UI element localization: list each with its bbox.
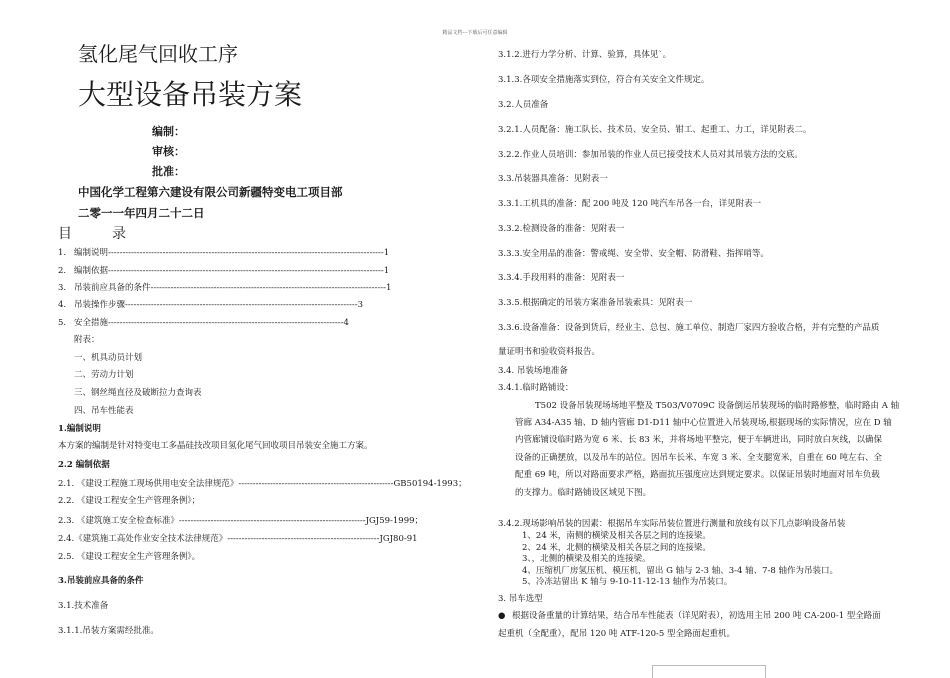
list-item: 4、压缩机厂房氢压机、模压机，留出 G 轴与 2-3 轴、3-4 轴、7-8 轴作为吊装口。 <box>522 566 838 576</box>
paragraph: 3.3.4.手段用料的准备：见附表一 <box>498 273 625 283</box>
appendix-label: 附表： <box>74 335 100 345</box>
subtitle: 氢化尾气回收工序 <box>78 42 238 66</box>
toc-item[interactable]: 2. 编制依据------------------------------------------------------------------------------------------------1 <box>58 266 390 276</box>
paragraph: 3.1.2.进行力学分析、计算、验算，具体见`。 <box>498 50 672 60</box>
paragraph: 3.3.3.安全用品的准备：警戒绳、安全带、安全帽、防滑鞋、指挥哨等。 <box>498 249 769 259</box>
reference-item: 2.4.《建筑施工高处作业安全技术法律规范》-----------------------------------------------------JGJ80-91 <box>58 534 418 544</box>
list-item: 2、24 米，北侧的横梁及相关各层之间的连接梁。 <box>522 543 711 553</box>
section-heading: 3.吊装前应具备的条件 <box>58 576 144 586</box>
sign-approve: 批准： <box>152 165 185 178</box>
page-title: 大型设备吊装方案 <box>78 78 303 111</box>
subsection-heading: 3.1.技术准备 <box>58 601 109 611</box>
paragraph: 3.2.2.作业人员培训：参加吊装的作业人员已接受技术人员对其吊装方法的交底。 <box>498 150 803 160</box>
header-note: 精品文档---下载后可任意编辑 <box>442 30 508 36</box>
reference-item: 2.3. 《建筑施工安全检查标准》-----------------------------------------------------------------JGJ59-1999； <box>58 516 424 526</box>
paragraph: 3.2.1.人员配备：施工队长、技术员、安全员、钳工、起重工、力工，详见附表二。 <box>498 125 812 135</box>
paragraph: 本方案的编制是针对特变电工多晶硅技改项目氢化尾气回收项目吊装安全施工方案。 <box>58 441 373 451</box>
reference-item: 2.1. 《建设工程施工现场供用电安全法律规范》------------------------------------------------------GB50194-1993； <box>58 479 467 489</box>
paragraph: 3.3.2.检测设备的准备：见附表一 <box>498 224 625 234</box>
paragraph: 3.3.1.工机具的准备：配 200 吨及 120 吨汽车吊各一台，详见附表一 <box>498 199 762 209</box>
list-item: 1、24 米，南侧的横梁及相关各层之间的连接梁。 <box>522 531 711 541</box>
paragraph-line: T502 设备吊装现场场地平整及 T503/V0709C 设备倒运吊装现场的临时路修整，临时路由 A 轴 <box>535 401 900 411</box>
toc-item[interactable]: 3. 吊装前应具备的条件----------------------------------------------------------------------------------1 <box>58 283 392 293</box>
paragraph-line: 设备的正确摆放，以及吊车的站位。因吊车长米、车宽 3 米、全支腿宽米，自重在 60 吨左右、全 <box>515 453 883 463</box>
paragraph: 3.4.2.现场影响吊装的因素：根据吊车实际吊装位置进行测量和放线有以下几点影响设备吊装 <box>498 519 846 529</box>
subsection-heading: 3.4.1.临时路铺设： <box>498 383 574 393</box>
subsection-heading: 3.2.人员准备 <box>498 100 549 110</box>
subsection-heading: 3.3.吊装器具准备：见附表一 <box>498 174 608 184</box>
paragraph: 量证明书和验收资料报告。 <box>498 347 601 357</box>
list-item: 3、，北侧的横梁及相关的连接梁。 <box>522 554 651 564</box>
paragraph: 起重机（全配重），配吊 120 吨 ATF-120-5 型全路面起重机。 <box>498 629 736 639</box>
appendix-item: 一、机具动员计划 <box>74 353 143 363</box>
section-heading: 2.2 编制依据 <box>58 460 110 470</box>
paragraph: 3.3.6.设备准备：设备到货后，经业主、总包、施工单位、制造厂家四方验收合格，并有完整的产品质 <box>498 323 880 333</box>
reference-item: 2.5. 《建设工程安全生产管理条例》。 <box>58 552 201 562</box>
organization: 中国化学工程第六建设有限公司新疆特变电工项目部 <box>78 185 343 199</box>
subsection-heading: 3.4. 吊装场地准备 <box>498 366 568 376</box>
subsection-heading: 3. 吊车选型 <box>498 594 543 604</box>
toc-item[interactable]: 4. 吊装操作步骤---------------------------------------------------------------------------------3 <box>58 300 364 310</box>
paragraph-line: 管廊 A34-A35 轴、D 轴内管廊 D1-D11 轴中心位置进入吊装现场,根据现场的实际情况，应在 D 轴 <box>515 418 892 428</box>
paragraph: 3.1.3.各项安全措施落实到位，符合有关安全文件规定。 <box>498 75 710 85</box>
toc-item[interactable]: 5. 安全措施----------------------------------------------------------------------------------4 <box>58 318 349 328</box>
paragraph: 3.1.1.吊装方案需经批准。 <box>58 626 159 636</box>
document-date: 二零一一年四月二十二日 <box>78 206 205 220</box>
appendix-item: 四、吊车性能表 <box>74 406 134 416</box>
bullet-dot-icon: ● <box>498 611 506 621</box>
appendix-item: 二、劳动力计划 <box>74 370 134 380</box>
appendix-item: 三、钢丝绳直径及破断拉力查询表 <box>74 388 202 398</box>
toc-title: 目 录 <box>58 226 126 242</box>
paragraph-line: 配重 69 吨，所以对路面要求严格，路面抗压强度应达到规定要求。以保证吊装时地面对吊车负载 <box>515 470 880 480</box>
paragraph: 3.3.5.根据确定的吊装方案准备吊装索具：见附表一 <box>498 298 693 308</box>
section-heading: 1.编制说明 <box>58 424 101 434</box>
reference-item: 2.2. 《建设工程安全生产管理条例》； <box>58 496 201 506</box>
paragraph-line: 的支撑力。临时路铺设区域见下图。 <box>515 488 652 498</box>
paragraph-line: 内管廊铺设临时路为宽 6 米、长 83 米，并将场地平整完，便于车辆进出，同时放白灰线，以确保 <box>515 435 883 445</box>
toc-item[interactable]: 1. 编制说明------------------------------------------------------------------------------------------------1 <box>58 248 390 258</box>
list-item: 5、冷冻站留出 K 轴与 9-10-11-12-13 轴作为吊装口。 <box>522 577 733 587</box>
sign-compile: 编制： <box>152 125 185 138</box>
sign-review: 审核： <box>152 145 185 158</box>
bullet-paragraph: ● 根据设备重量的计算结果，结合吊车性能表（详见附表），初选用主吊 200 吨 CA-200-1 型全路面 <box>498 611 881 621</box>
